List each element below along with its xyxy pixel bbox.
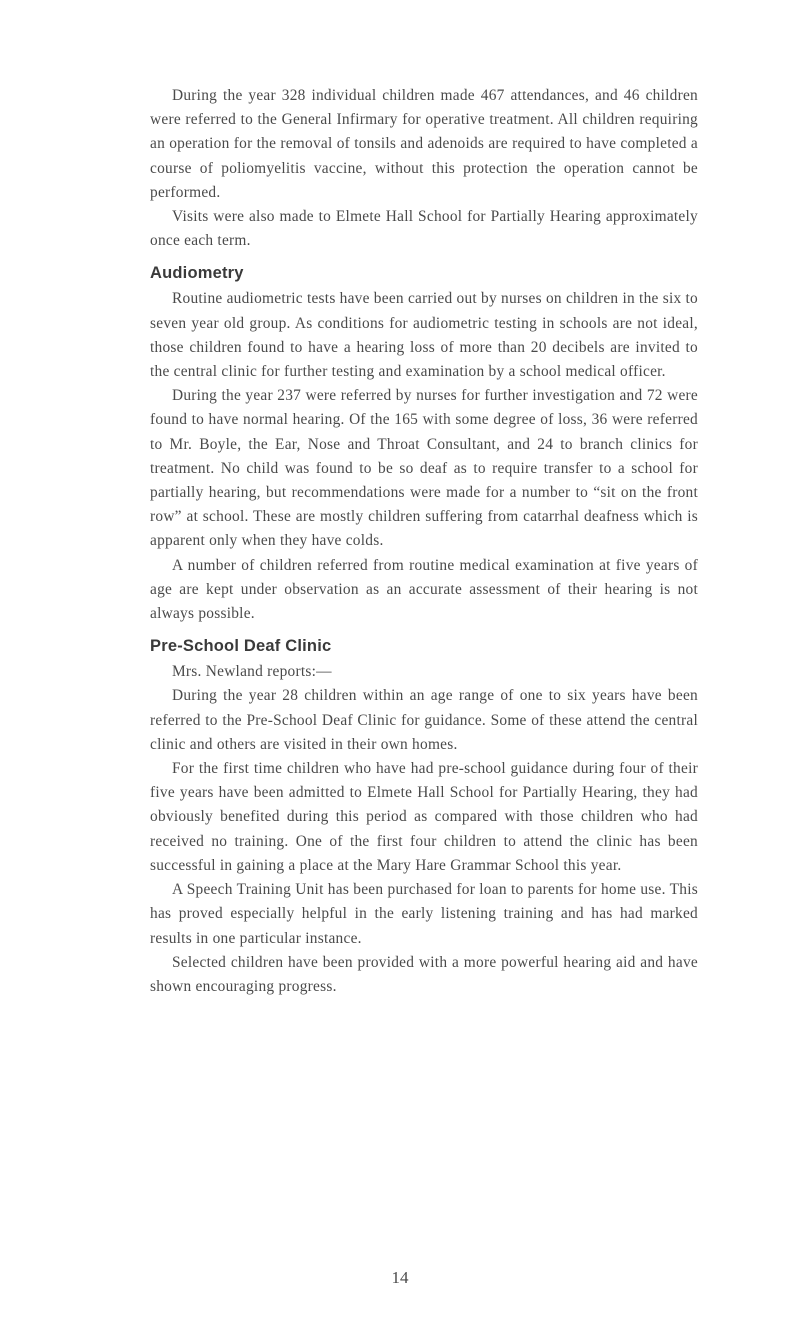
preschool-paragraph-1: Mrs. Newland reports:— bbox=[172, 663, 332, 681]
preschool-heading: Pre-School Deaf Clinic bbox=[150, 637, 332, 656]
preschool-paragraph-2: During the year 28 children within an age range of one to six years have been referred to the Pre-School Deaf Clinic for guidance. Some of these attend the central clinic and others are visited in their own homes. bbox=[150, 687, 698, 753]
page-number: 14 bbox=[391, 1268, 409, 1287]
preschool-paragraph-3: For the first time children who have had pre-school guidance during four of their five years have been admitted to Elmete Hall School for Partially Hearing, they had obviously benefited during this period as compared with those children who had received no training. One of the first four children to attend the clinic has been successful in gaining a place at the Mary Hare Grammar School this year. bbox=[150, 760, 698, 874]
preschool-paragraph-5: Selected children have been provided with a more powerful hearing aid and have shown encouraging progress. bbox=[150, 953, 698, 995]
intro-paragraph-2: Visits were also made to Elmete Hall School for Partially Hearing approximately once each term. bbox=[150, 208, 698, 250]
audiometry-paragraph-2: During the year 237 were referred by nurses for further investigation and 72 were found to have normal hearing. Of the 165 with some degree of loss, 36 were referred to Mr. Boyle, the Ear, Nose and Throat Consultant, and 24 to branch clinics for treatment. No child was found to be so deaf as to require transfer to a school for partially hearing, but recommendations were made for a number to “sit on the front row” at school. These are mostly children suffering from catarrhal deafness which is apparent only when they have colds. bbox=[150, 387, 698, 550]
page-body bbox=[150, 84, 698, 999]
preschool-paragraph-4: A Speech Training Unit has been purchased for loan to parents for home use. This has proved especially helpful in the early listening training and has had marked results in one particular instance. bbox=[150, 881, 698, 947]
audiometry-paragraph-3: A number of children referred from routine medical examination at five years of age are kept under observation as an accurate assessment of their hearing is not always possible. bbox=[150, 556, 698, 623]
audiometry-paragraph-1: Routine audiometric tests have been carried out by nurses on children in the six to seven year old group. As conditions for audiometric testing in schools are not ideal, those children found to have a hearing loss of more than 20 decibels are invited to the central clinic for further testing and examination by a school medical officer. bbox=[150, 290, 698, 381]
intro-paragraph-1: During the year 328 individual children made 467 attendances, and 46 children were referred to the General Infirmary for operative treatment. All children requiring an operation for the removal of tonsils and adenoids are required to have completed a course of poliomyelitis vaccine, without this protection the operation cannot be performed. bbox=[150, 87, 698, 201]
audiometry-heading: Audiometry bbox=[150, 264, 244, 283]
